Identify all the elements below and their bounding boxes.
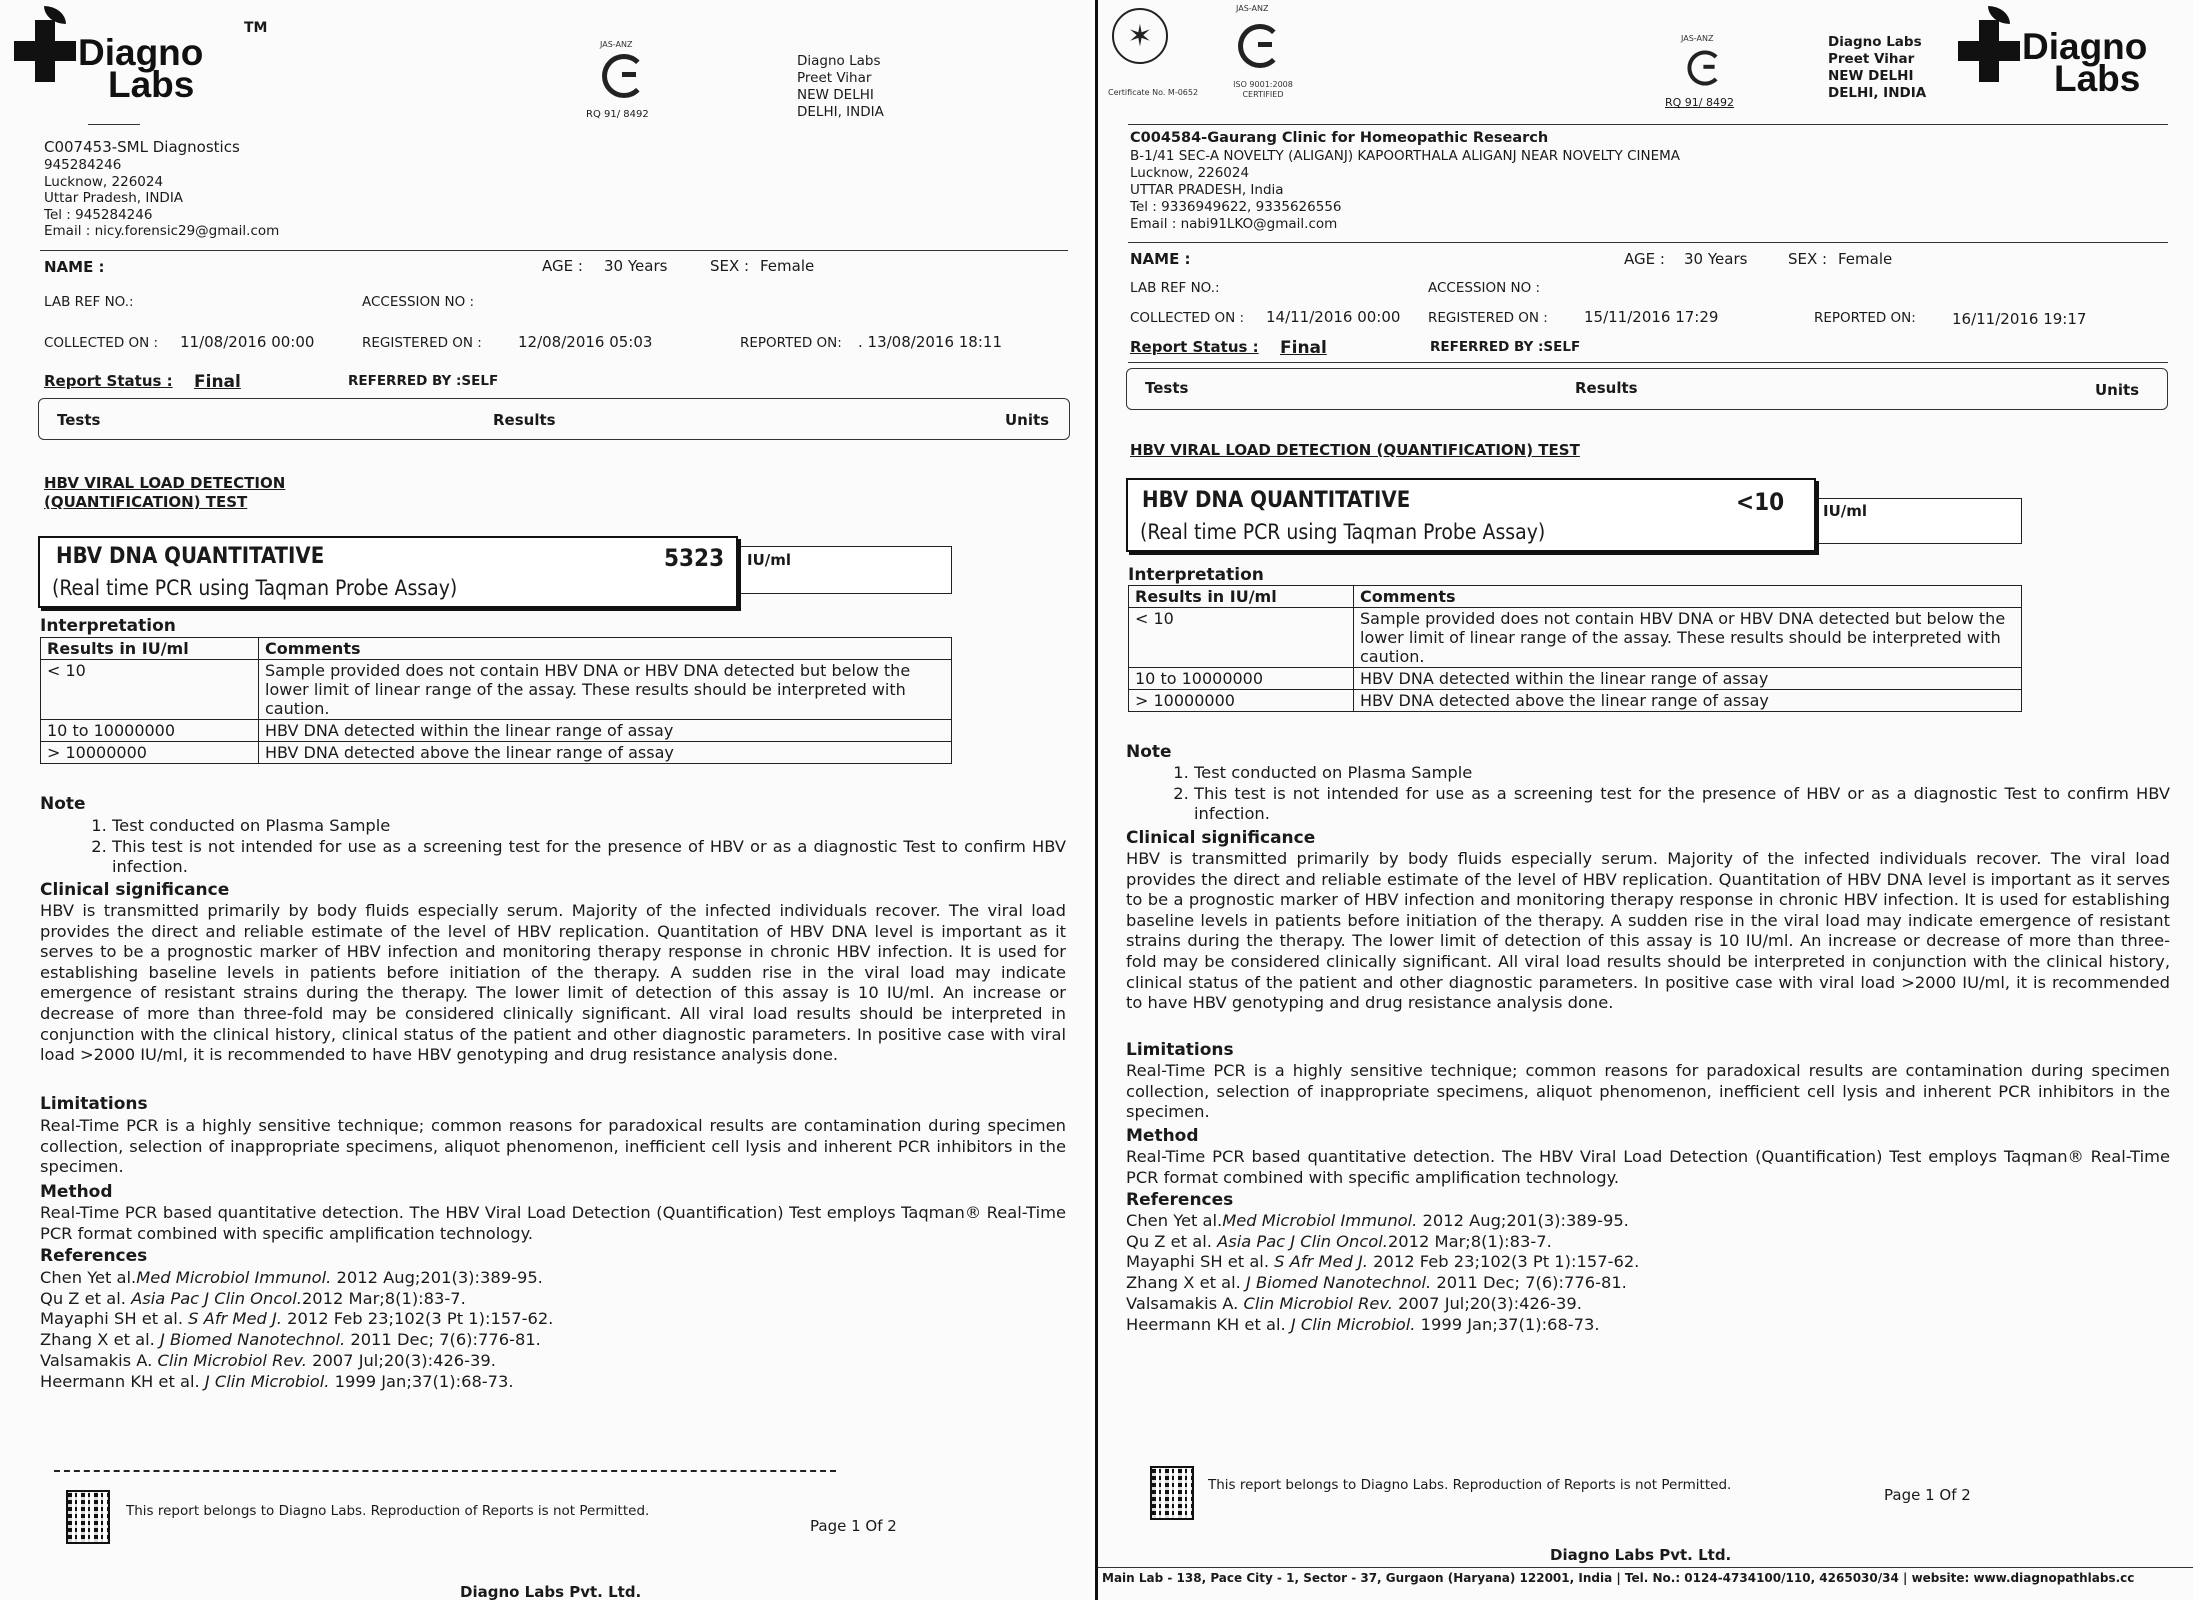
result-test-name: HBV DNA QUANTITATIVE [1142,488,1411,513]
reference-item: Valsamakis A. Clin Microbiol Rev. 2007 Jul;20(3):426-39. [1126,1293,1582,1313]
divider [40,250,1068,251]
result-unit: IU/ml [1823,502,1868,520]
reference-item: Chen Yet al.Med Microbiol Immunol. 2012 Aug;201(3):389-95. [40,1268,543,1287]
client-address [44,157,279,240]
logo-underline [88,124,140,125]
table-row [1129,690,2022,712]
certification-logo-icon [602,54,646,98]
unit-box [1812,498,2022,544]
certificate-seal-icon: ✶ [1112,8,1168,64]
table-cell: HBV DNA detected within the linear range of assay [259,720,952,742]
table-cell: > 10000000 [41,742,259,764]
collected-label: COLLECTED ON : [1130,310,1245,326]
sex-value: Female [760,257,815,275]
registered-label: REGISTERED ON : [1428,310,1548,326]
unit-box [730,546,952,594]
reference-item: Valsamakis A. Clin Microbiol Rev. 2007 Jul;20(3):426-39. [40,1350,496,1370]
certification-logo-icon [1238,24,1282,68]
accession-label: ACCESSION NO : [362,294,475,310]
reference-item: Chen Yet al.Med Microbiol Immunol. 2012 Aug;201(3):389-95. [1126,1211,1629,1230]
result-method: (Real time PCR using Taqman Probe Assay) [52,576,458,600]
table-header-row [1129,586,2022,608]
referred-by: REFERRED BY :SELF [1430,339,1581,355]
references-list [40,1268,553,1392]
sex-value: Female [1838,250,1893,268]
table-row [41,720,952,742]
logo-text-line1: Diagno [2022,26,2148,67]
lab-address [1828,34,1926,102]
reference-item: Zhang X et al. J Biomed Nanotechnol. 2011 Dec; 7(6):776-81. [1126,1273,1627,1293]
table-cell: HBV DNA detected above the linear range of assay [1354,690,2022,712]
client-title: C007453-SML Diagnostics [44,138,240,156]
client-address-line: Tel : 9336949622, 9335626556 [1130,199,1342,215]
result-unit: IU/ml [747,551,792,569]
clinical-label: Clinical significance [1126,828,1316,848]
table-cell: < 10 [1129,608,1354,668]
reference-item: Heermann KH et al. J Clin Microbiol. 1999 Jan;37(1):68-73. [1126,1314,1600,1334]
divider [1128,124,2168,125]
clinical-text: HBV is transmitted primarily by body fluids especially serum. Majority of the infected individuals recover. The viral load provides the direct and reliable estimate of the level of HBV replication. Quantitation of HBV DNA level is important as it serves to be a prognostic marker of HBV infection and monitoring therapy response in chronic HBV infection. It is used for establishing baseline levels in patients before initiation of the therapy. A sudden rise in the viral load may indicate emergence of resistant strains during the therapy. The lower limit of detection of this assay is 10 IU/ml. An increase or decrease of more than three-fold may be considered clinically significant. All viral load results should be interpreted in conjunction with the clinical history, clinical status of the patient and other diagnostic parameters. In positive case with viral load >2000 IU/ml, it is recommended to have HBV genotyping and drug resistance analysis done. [1126,849,2170,1013]
limitations-text: Real-Time PCR is a highly sensitive technique; common reasons for paradoxical results are contamination during specimen collection, selection of inappropriate specimens, aliquot phenomenon, inefficient cell lysis and inherent PCR inhibitors in the specimen. [1126,1061,2170,1122]
reported-label: REPORTED ON: [740,335,842,351]
trademark-mark: TM [244,20,268,36]
report-page-left [0,0,1092,1600]
age-value: 30 Years [1684,250,1748,268]
interpretation-label: Interpretation [1128,565,1264,585]
result-value: <10 [1736,488,1785,516]
report-status-value: Final [194,372,241,392]
footer-notice: This report belongs to Diagno Labs. Reproduction of Reports is not Permitted. [1208,1477,1732,1493]
units-header: Units [2095,381,2140,399]
client-address-line: Uttar Pradesh, INDIA [44,190,184,206]
results-header: Results [1575,379,1638,397]
referred-by: REFERRED BY :SELF [348,373,499,389]
note-item: 1. Test conducted on Plasma Sample [112,816,1066,837]
logo-text-line1: Diagno [78,32,204,73]
tests-header-box [1126,368,2168,410]
logo-text-line2: Labs [2054,58,2141,99]
result-test-name: HBV DNA QUANTITATIVE [56,544,325,569]
accession-label: ACCESSION NO : [1428,280,1541,296]
main-lab-address: Main Lab - 138, Pace City - 1, Sector - 37, Gurgaon (Haryana) 122001, India | Tel. No.: 0124-4734100/110, 4265030/34 | website: www.diagnopathlabs.cc [1102,1571,2135,1585]
note-label: Note [40,794,86,814]
table-header-cell: Results in IU/ml [1129,586,1354,608]
lab-address-line: Diagno Labs [1828,34,1922,50]
result-value: 5323 [664,544,725,572]
reference-item: Qu Z et al. Asia Pac J Clin Oncol.2012 Mar;8(1):83-7. [1126,1231,1552,1251]
lab-address-line: NEW DELHI [797,87,874,103]
name-label: NAME : [44,258,105,276]
table-cell: 10 to 10000000 [1129,668,1354,690]
lab-address-line: Preet Vihar [1828,51,1915,67]
cert-label: JAS-ANZ [600,40,633,49]
company-name: Diagno Labs Pvt. Ltd. [460,1583,642,1600]
result-box [38,536,738,608]
note-item: 2. This test is not intended for use as a screening test for the presence of HBV or as a diagnostic Test to confirm HBV infection. [112,837,1066,878]
registered-value: 15/11/2016 17:29 [1584,308,1719,326]
report-status-value: Final [1280,338,1327,358]
lab-address [797,53,884,121]
test-section-title [44,474,285,512]
medical-cross-icon [14,20,76,82]
reported-value: 16/11/2016 19:17 [1952,310,2087,328]
age-value: 30 Years [604,257,668,275]
test-title-line: HBV VIRAL LOAD DETECTION [44,474,286,492]
note-list [1174,763,2170,825]
table-cell: Sample provided does not contain HBV DNA or HBV DNA detected but below the lower limit of linear range of the assay. These results should be interpreted with caution. [1354,608,2022,668]
method-text: Real-Time PCR based quantitative detection. The HBV Viral Load Detection (Quantification) Test employs Taqman® Real-Time PCR format combined with specific amplification technology. [40,1203,1066,1243]
company-name: Diagno Labs Pvt. Ltd. [1550,1546,1732,1564]
units-header: Units [1005,411,1050,429]
table-header-cell: Comments [259,638,952,660]
references-label: References [1126,1190,1234,1210]
name-label: NAME : [1130,250,1191,268]
registered-value: 12/08/2016 05:03 [518,333,653,351]
collected-value: 14/11/2016 00:00 [1266,308,1401,326]
interpretation-table [1128,585,2022,712]
lab-address-line: Preet Vihar [797,70,872,86]
result-method: (Real time PCR using Taqman Probe Assay) [1140,520,1546,544]
reported-value: . 13/08/2016 18:11 [858,333,1002,351]
client-address-line: UTTAR PRADESH, India [1130,182,1284,198]
lab-address-line: DELHI, INDIA [1828,85,1927,101]
reference-item: Qu Z et al. Asia Pac J Clin Oncol.2012 Mar;8(1):83-7. [40,1288,466,1308]
note-item: 1. Test conducted on Plasma Sample [1194,763,2170,784]
reference-item: Mayaphi SH et al. S Afr Med J. 2012 Feb 23;102(3 Pt 1):157-62. [1126,1252,1640,1272]
test-section-title: HBV VIRAL LOAD DETECTION (QUANTIFICATION) TEST [1130,441,1580,459]
reported-label: REPORTED ON: [1814,310,1916,326]
reference-item: Zhang X et al. J Biomed Nanotechnol. 2011 Dec; 7(6):776-81. [40,1330,541,1350]
method-label: Method [1126,1126,1199,1146]
registered-label: REGISTERED ON : [362,335,482,351]
age-label: AGE : [542,257,583,275]
client-address-line: 945284246 [44,157,122,173]
page-number: Page 1 Of 2 [1884,1486,1971,1504]
certificate-number-small: Certificate No. M-0652 [1108,88,1199,97]
method-text: Real-Time PCR based quantitative detection. The HBV Viral Load Detection (Quantification) Test employs Taqman® Real-Time PCR format combined with specific amplification technology. [1126,1147,2170,1187]
references-label: References [40,1246,148,1266]
certification-logo-icon-2 [1687,50,1722,85]
table-header-cell: Comments [1354,586,2022,608]
note-item: 2. This test is not intended for use as a screening test for the presence of HBV or as a diagnostic Test to confirm HBV infection. [1194,784,2170,825]
cert-number: RQ 91/ 8492 [586,109,649,120]
client-address-line: Lucknow, 226024 [44,173,164,190]
client-address-line: Email : nicy.forensic29@gmail.com [44,223,280,239]
report-status-label: Report Status : [1130,338,1259,356]
cert-label: JAS-ANZ [1236,4,1269,13]
table-row [41,742,952,764]
page-number: Page 1 Of 2 [810,1517,897,1535]
client-address-line: Lucknow, 226024 [1130,165,1250,181]
lab-address-line: Diagno Labs [797,53,881,69]
age-label: AGE : [1624,250,1665,268]
interpretation-table [40,637,952,764]
limitations-label: Limitations [1126,1040,1234,1060]
table-cell: > 10000000 [1129,690,1354,712]
table-cell: Sample provided does not contain HBV DNA or HBV DNA detected but below the lower limit of linear range of the assay. These results should be interpreted with caution. [259,660,952,720]
iso-label: ISO 9001:2008 CERTIFIED [1233,80,1293,99]
results-header: Results [493,411,556,429]
table-cell: 10 to 10000000 [41,720,259,742]
result-box [1126,478,1816,552]
limitations-text: Real-Time PCR is a highly sensitive technique; common reasons for paradoxical results are contamination during specimen collection, selection of inappropriate specimens, aliquot phenomenon, inefficient cell lysis and inherent PCR inhibitors in the specimen. [40,1116,1066,1177]
sex-label: SEX : [1788,250,1828,268]
lab-ref-label: LAB REF NO.: [1130,280,1220,296]
table-row [41,660,952,720]
collected-label: COLLECTED ON : [44,335,159,351]
client-address [1130,148,1680,233]
tests-header: Tests [1145,379,1189,397]
lab-address-line: NEW DELHI [1828,68,1914,84]
client-address-line: Tel : 945284246 [44,206,153,223]
divider [1098,1567,2193,1568]
table-row [1129,668,2022,690]
logo-text-line2: Labs [108,64,195,105]
client-address-line: B-1/41 SEC-A NOVELTY (ALIGANJ) KAPOORTHALA ALIGANJ NEAR NOVELTY CINEMA [1130,148,1680,164]
method-label: Method [40,1182,113,1202]
limitations-label: Limitations [40,1094,148,1114]
collected-value: 11/08/2016 00:00 [180,333,315,351]
references-list [1126,1211,1639,1335]
cert-label-2: JAS-ANZ [1681,34,1714,43]
qr-code-icon [1150,1466,1194,1520]
lab-ref-label: LAB REF NO.: [44,294,134,310]
table-cell: HBV DNA detected above the linear range of assay [259,742,952,764]
report-status-label: Report Status : [44,372,173,390]
footer-notice: This report belongs to Diagno Labs. Reproduction of Reports is not Permitted. [126,1503,650,1519]
tests-header: Tests [57,411,101,429]
table-cell: < 10 [41,660,259,720]
table-header-cell: Results in IU/ml [41,638,259,660]
note-label: Note [1126,742,1172,762]
client-address-line: Email : nabi91LKO@gmail.com [1130,216,1338,232]
report-page-right [1095,0,2193,1600]
sex-label: SEX : [710,257,750,275]
lab-address-line: DELHI, INDIA [797,104,884,120]
table-header-row [41,638,952,660]
divider [1128,242,2168,243]
divider [1128,362,2168,363]
test-title-line: (QUANTIFICATION) TEST [44,493,248,511]
clinical-text: HBV is transmitted primarily by body fluids especially serum. Majority of the infected individuals recover. The viral load provides the direct and reliable estimate of the level of HBV replication. Quantitation of HBV DNA level is important as it serves to be a prognostic marker of HBV infection and monitoring therapy response in chronic HBV infection. It is used for establishing baseline levels in patients before initiation of the therapy. A sudden rise in the viral load may indicate emergence of resistant strains during the therapy. The lower limit of detection of this assay is 10 IU/ml. An increase or decrease of more than three-fold may be considered clinically significant. All viral load results should be interpreted in conjunction with the clinical history, clinical status of the patient and other diagnostic parameters. In positive case with viral load >2000 IU/ml, it is recommended to have HBV genotyping and drug resistance analysis done. [40,901,1066,1065]
clinical-label: Clinical significance [40,880,230,900]
cert-number: RQ 91/ 8492 [1665,96,1734,109]
medical-cross-icon [1958,20,2020,82]
reference-item: Mayaphi SH et al. S Afr Med J. 2012 Feb 23;102(3 Pt 1):157-62. [40,1309,554,1329]
qr-code-icon [66,1490,110,1544]
reference-item: Heermann KH et al. J Clin Microbiol. 1999 Jan;37(1):68-73. [40,1371,514,1391]
client-title: C004584-Gaurang Clinic for Homeopathic Research [1130,130,1549,146]
table-row [1129,608,2022,668]
note-list [92,816,1066,878]
footer-divider [54,1470,836,1472]
tests-header-box [38,398,1070,440]
table-cell: HBV DNA detected within the linear range of assay [1354,668,2022,690]
interpretation-label: Interpretation [40,616,176,636]
